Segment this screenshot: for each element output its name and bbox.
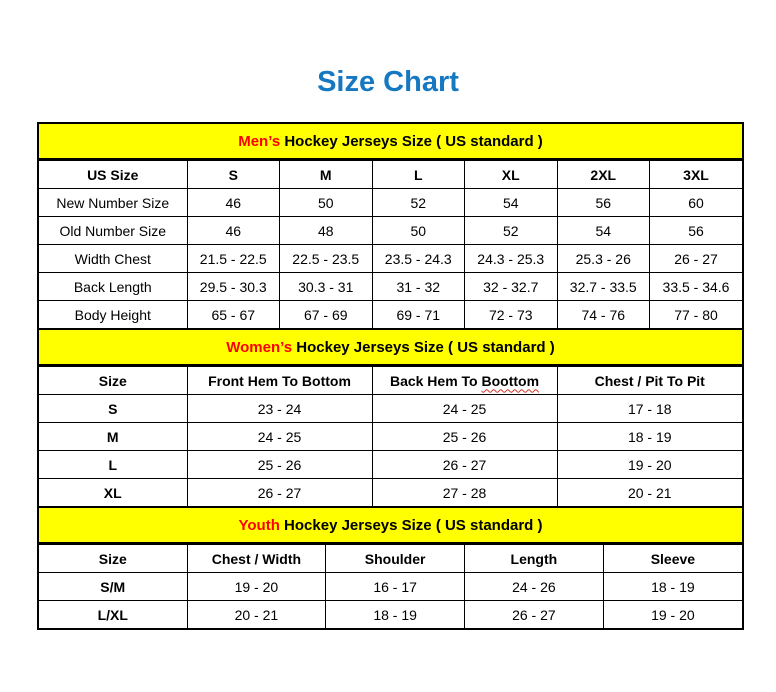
value-cell: 24 - 26 bbox=[465, 573, 604, 601]
column-header-cell: Length bbox=[465, 545, 604, 573]
value-cell: 32.7 - 33.5 bbox=[557, 273, 650, 301]
row-label-cell: XL bbox=[39, 479, 187, 507]
womens-section-title-text: Hockey Jerseys Size ( US standard ) bbox=[292, 338, 555, 356]
value-cell: 65 - 67 bbox=[187, 301, 280, 329]
misspelled-word: Boottom bbox=[481, 372, 540, 389]
mens-section-header bbox=[39, 124, 742, 160]
column-header-cell: Front Hem To Bottom bbox=[187, 367, 372, 395]
table-row bbox=[39, 601, 742, 629]
row-label-cell: Back Length bbox=[39, 273, 187, 301]
value-cell: 54 bbox=[557, 217, 650, 245]
value-cell: 22.5 - 23.5 bbox=[280, 245, 373, 273]
column-header-cell: 3XL bbox=[650, 161, 743, 189]
value-cell: 16 - 17 bbox=[326, 573, 465, 601]
value-cell: 19 - 20 bbox=[603, 601, 742, 629]
value-cell: 27 - 28 bbox=[372, 479, 557, 507]
row-label-cell: S/M bbox=[39, 573, 187, 601]
womens-section-header bbox=[39, 328, 742, 366]
column-header-cell: M bbox=[280, 161, 373, 189]
table-row bbox=[39, 423, 742, 451]
value-cell: 26 - 27 bbox=[465, 601, 604, 629]
value-cell: 29.5 - 30.3 bbox=[187, 273, 280, 301]
row-label-cell: Width Chest bbox=[39, 245, 187, 273]
table-row bbox=[39, 395, 742, 423]
value-cell: 50 bbox=[280, 189, 373, 217]
header-row bbox=[39, 161, 742, 189]
row-label-cell: Body Height bbox=[39, 301, 187, 329]
header-row bbox=[39, 367, 742, 395]
value-cell: 18 - 19 bbox=[326, 601, 465, 629]
row-label-cell: New Number Size bbox=[39, 189, 187, 217]
table-row bbox=[39, 573, 742, 601]
table-row bbox=[39, 273, 742, 301]
value-cell: 19 - 20 bbox=[557, 451, 742, 479]
value-cell: 60 bbox=[650, 189, 743, 217]
youth-size-table bbox=[39, 544, 742, 628]
mens-section-highlight: Men’s bbox=[238, 132, 281, 150]
value-cell: 32 - 32.7 bbox=[465, 273, 558, 301]
size-chart-tables bbox=[37, 122, 744, 630]
value-cell: 24.3 - 25.3 bbox=[465, 245, 558, 273]
mens-size-table bbox=[39, 160, 742, 328]
page-title: Size Chart bbox=[317, 66, 459, 98]
value-cell: 25 - 26 bbox=[372, 423, 557, 451]
column-header-cell: US Size bbox=[39, 161, 187, 189]
youth-section-header bbox=[39, 506, 742, 544]
womens-section-highlight: Women’s bbox=[226, 338, 293, 356]
value-cell: 24 - 25 bbox=[187, 423, 372, 451]
value-cell: 54 bbox=[465, 189, 558, 217]
value-cell: 18 - 19 bbox=[557, 423, 742, 451]
value-cell: 74 - 76 bbox=[557, 301, 650, 329]
value-cell: 24 - 25 bbox=[372, 395, 557, 423]
row-label-cell: M bbox=[39, 423, 187, 451]
value-cell: 23 - 24 bbox=[187, 395, 372, 423]
value-cell: 67 - 69 bbox=[280, 301, 373, 329]
womens-size-table bbox=[39, 366, 742, 506]
table-row bbox=[39, 245, 742, 273]
row-label-cell: S bbox=[39, 395, 187, 423]
column-header-cell: XL bbox=[465, 161, 558, 189]
youth-section-highlight: Youth bbox=[238, 516, 280, 534]
table-row bbox=[39, 301, 742, 329]
value-cell: 31 - 32 bbox=[372, 273, 465, 301]
value-cell: 21.5 - 22.5 bbox=[187, 245, 280, 273]
table-row bbox=[39, 189, 742, 217]
value-cell: 20 - 21 bbox=[557, 479, 742, 507]
table-row bbox=[39, 451, 742, 479]
value-cell: 56 bbox=[650, 217, 743, 245]
header-row bbox=[39, 545, 742, 573]
value-cell: 48 bbox=[280, 217, 373, 245]
column-header-cell: S bbox=[187, 161, 280, 189]
value-cell: 30.3 - 31 bbox=[280, 273, 373, 301]
value-cell: 20 - 21 bbox=[187, 601, 326, 629]
column-header-cell: Size bbox=[39, 367, 187, 395]
column-header-cell: L bbox=[372, 161, 465, 189]
row-label-cell: L/XL bbox=[39, 601, 187, 629]
column-header-cell: Chest / Width bbox=[187, 545, 326, 573]
value-cell: 50 bbox=[372, 217, 465, 245]
value-cell: 25.3 - 26 bbox=[557, 245, 650, 273]
value-cell: 46 bbox=[187, 217, 280, 245]
row-label-cell: Old Number Size bbox=[39, 217, 187, 245]
column-header-cell: Back Hem To Boottom bbox=[372, 367, 557, 395]
row-label-cell: L bbox=[39, 451, 187, 479]
value-cell: 52 bbox=[372, 189, 465, 217]
column-header-cell: Sleeve bbox=[603, 545, 742, 573]
value-cell: 19 - 20 bbox=[187, 573, 326, 601]
value-cell: 23.5 - 24.3 bbox=[372, 245, 465, 273]
value-cell: 18 - 19 bbox=[603, 573, 742, 601]
table-row bbox=[39, 479, 742, 507]
value-cell: 17 - 18 bbox=[557, 395, 742, 423]
table-row bbox=[39, 217, 742, 245]
value-cell: 33.5 - 34.6 bbox=[650, 273, 743, 301]
value-cell: 72 - 73 bbox=[465, 301, 558, 329]
value-cell: 26 - 27 bbox=[650, 245, 743, 273]
youth-section-title-text: Hockey Jerseys Size ( US standard ) bbox=[279, 516, 543, 534]
value-cell: 69 - 71 bbox=[372, 301, 465, 329]
column-header-cell: 2XL bbox=[557, 161, 650, 189]
value-cell: 56 bbox=[557, 189, 650, 217]
value-cell: 26 - 27 bbox=[372, 451, 557, 479]
column-header-cell: Shoulder bbox=[326, 545, 465, 573]
value-cell: 26 - 27 bbox=[187, 479, 372, 507]
value-cell: 46 bbox=[187, 189, 280, 217]
column-header-cell: Chest / Pit To Pit bbox=[557, 367, 742, 395]
mens-section-title-text: Hockey Jerseys Size ( US standard ) bbox=[280, 132, 543, 150]
value-cell: 77 - 80 bbox=[650, 301, 743, 329]
value-cell: 25 - 26 bbox=[187, 451, 372, 479]
column-header-cell: Size bbox=[39, 545, 187, 573]
value-cell: 52 bbox=[465, 217, 558, 245]
